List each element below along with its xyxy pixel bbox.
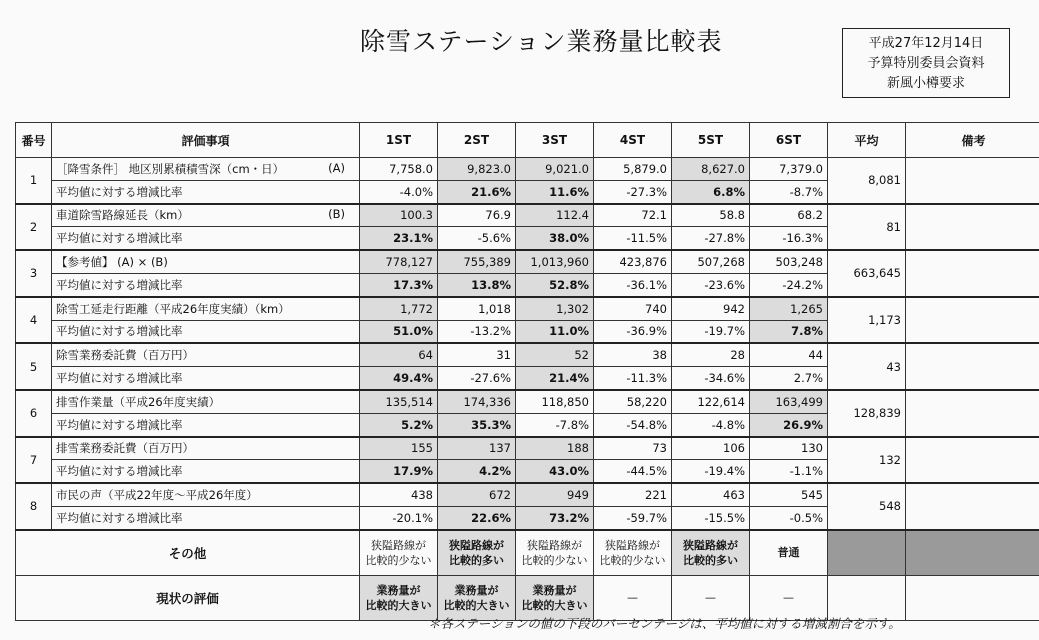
ratio-cell: 7.8% <box>750 320 828 343</box>
value-cell: 1,013,960 <box>516 250 594 273</box>
header-st1: 1ST <box>360 123 438 158</box>
value-cell: 949 <box>516 483 594 506</box>
value-cell: 221 <box>594 483 672 506</box>
other-average-cell <box>828 530 906 576</box>
value-cell: 130 <box>750 437 828 460</box>
other-row-cell <box>594 530 672 576</box>
cell-line: 狭隘路線が <box>527 538 582 552</box>
average-cell: 663,645 <box>828 250 906 297</box>
ratio-cell: 21.4% <box>516 367 594 390</box>
value-cell: 52 <box>516 343 594 366</box>
ratio-cell: -44.5% <box>594 460 672 483</box>
ratio-cell: 23.1% <box>360 227 438 250</box>
row-label-text: 排雪作業量（平成26年度実績） <box>56 394 221 409</box>
meta-line2: 予算特別委員会資料 <box>867 56 985 71</box>
value-cell: 58,220 <box>594 390 672 413</box>
header-item: 評価事項 <box>52 123 360 158</box>
cell-line: 比較的多い <box>683 553 738 567</box>
value-cell: 503,248 <box>750 250 828 273</box>
row-label-text: 除雪業務委託費（百万円） <box>56 348 194 363</box>
ratio-cell: 11.6% <box>516 180 594 203</box>
note-cell <box>906 297 1039 344</box>
ratio-label: 平均値に対する増減比率 <box>52 273 360 296</box>
table-row <box>16 250 1039 273</box>
other-row-cell <box>750 530 828 576</box>
row-number: 1 <box>16 158 52 204</box>
cell-line: 比較的多い <box>449 553 504 567</box>
ratio-label: 平均値に対する増減比率 <box>52 367 360 390</box>
average-cell: 8,081 <box>828 158 906 204</box>
ratio-label: 平均値に対する増減比率 <box>52 506 360 529</box>
average-cell: 1,173 <box>828 297 906 344</box>
cell-line: 狭隘路線が <box>605 538 660 552</box>
cell-line: 業務量が <box>532 583 577 597</box>
value-cell: 672 <box>438 483 516 506</box>
value-cell: 44 <box>750 343 828 366</box>
ratio-label: 平均値に対する増減比率 <box>52 460 360 483</box>
other-row-cell <box>438 530 516 576</box>
value-cell: 423,876 <box>594 250 672 273</box>
value-cell: 135,514 <box>360 390 438 413</box>
cell-line: 狭隘路線が <box>449 538 504 552</box>
cell-line: 比較的少ない <box>599 553 666 567</box>
row-number: 8 <box>16 483 52 530</box>
note-cell <box>906 204 1039 251</box>
cell-line: 比較的大きい <box>365 598 432 612</box>
cell-line: — <box>627 591 638 605</box>
ratio-cell: -5.6% <box>438 227 516 250</box>
table-row <box>16 390 1039 413</box>
note-cell <box>906 158 1039 204</box>
row-label-tag: (A) <box>328 160 345 175</box>
ratio-cell: 13.8% <box>438 273 516 296</box>
ratio-cell: -15.5% <box>672 506 750 529</box>
ratio-cell: 38.0% <box>516 227 594 250</box>
cell-line: 比較的大きい <box>443 598 510 612</box>
ratio-label: 平均値に対する増減比率 <box>52 227 360 250</box>
ratio-cell: 73.2% <box>516 506 594 529</box>
average-cell: 132 <box>828 437 906 484</box>
meta-line3: 新風小樽要求 <box>886 76 965 91</box>
header-st6: 6ST <box>750 123 828 158</box>
table-row <box>16 437 1039 460</box>
note-cell <box>906 390 1039 437</box>
value-cell: 9,823.0 <box>438 158 516 181</box>
value-cell: 545 <box>750 483 828 506</box>
ratio-cell: -23.6% <box>672 273 750 296</box>
header-note: 備考 <box>906 123 1039 158</box>
value-cell: 463 <box>672 483 750 506</box>
value-cell: 38 <box>594 343 672 366</box>
table-row <box>16 158 1039 181</box>
value-cell: 438 <box>360 483 438 506</box>
row-label-text: 【参考値】 (A) × (B) <box>56 255 168 270</box>
value-cell: 106 <box>672 437 750 460</box>
ratio-cell: 49.4% <box>360 367 438 390</box>
value-cell: 1,265 <box>750 297 828 320</box>
value-cell: 31 <box>438 343 516 366</box>
other-row-cell <box>672 530 750 576</box>
row-label <box>52 297 360 320</box>
average-cell: 43 <box>828 343 906 390</box>
ratio-cell: -20.1% <box>360 506 438 529</box>
table-row <box>16 204 1039 227</box>
ratio-cell: 35.3% <box>438 413 516 436</box>
ratio-cell: -24.2% <box>750 273 828 296</box>
cell-line: 業務量が <box>454 583 499 597</box>
value-cell: 740 <box>594 297 672 320</box>
value-cell: 163,499 <box>750 390 828 413</box>
value-cell: 1,772 <box>360 297 438 320</box>
ratio-cell: -36.1% <box>594 273 672 296</box>
value-cell: 7,379.0 <box>750 158 828 181</box>
value-cell: 137 <box>438 437 516 460</box>
cell-line: 狭隘路線が <box>683 538 738 552</box>
ratio-cell: -16.3% <box>750 227 828 250</box>
ratio-label: 平均値に対する増減比率 <box>52 413 360 436</box>
row-label <box>52 483 360 506</box>
row-label <box>52 390 360 413</box>
value-cell: 9,021.0 <box>516 158 594 181</box>
header-st5: 5ST <box>672 123 750 158</box>
other-row <box>16 530 1039 576</box>
row-label <box>52 250 360 273</box>
other-note-cell <box>906 530 1039 576</box>
ratio-cell: 17.9% <box>360 460 438 483</box>
value-cell: 68.2 <box>750 204 828 227</box>
ratio-cell: -0.5% <box>750 506 828 529</box>
cell-line: 業務量が <box>376 583 421 597</box>
row-label <box>52 437 360 460</box>
ratio-cell: -13.2% <box>438 320 516 343</box>
ratio-cell: 52.8% <box>516 273 594 296</box>
row-label <box>52 343 360 366</box>
value-cell: 755,389 <box>438 250 516 273</box>
ratio-cell: -34.6% <box>672 367 750 390</box>
ratio-cell: -27.3% <box>594 180 672 203</box>
ratio-cell: -59.7% <box>594 506 672 529</box>
other-row-cell <box>360 530 438 576</box>
ratio-cell: -27.8% <box>672 227 750 250</box>
ratio-cell: -36.9% <box>594 320 672 343</box>
ratio-cell: 5.2% <box>360 413 438 436</box>
ratio-cell: 21.6% <box>438 180 516 203</box>
value-cell: 72.1 <box>594 204 672 227</box>
ratio-cell: 6.8% <box>672 180 750 203</box>
row-label-text: 排雪業務委託費（百万円） <box>56 441 194 456</box>
value-cell: 174,336 <box>438 390 516 413</box>
row-number: 7 <box>16 437 52 484</box>
cell-line: — <box>705 591 716 605</box>
value-cell: 112.4 <box>516 204 594 227</box>
cell-line: 比較的少ない <box>521 553 588 567</box>
note-cell <box>906 483 1039 530</box>
header-st3: 3ST <box>516 123 594 158</box>
cell-line: 狭隘路線が <box>371 538 426 552</box>
row-number: 5 <box>16 343 52 390</box>
ratio-cell: -11.3% <box>594 367 672 390</box>
ratio-cell: -54.8% <box>594 413 672 436</box>
other-row-label: その他 <box>16 530 360 576</box>
row-label-text: 車道除雪路線延長（km） <box>56 208 189 223</box>
row-number: 3 <box>16 250 52 297</box>
ratio-cell: 11.0% <box>516 320 594 343</box>
value-cell: 122,614 <box>672 390 750 413</box>
row-label <box>52 204 360 227</box>
header-st4: 4ST <box>594 123 672 158</box>
table-row <box>16 483 1039 506</box>
cell-line: 普通 <box>777 546 800 560</box>
comparison-table <box>15 122 1039 621</box>
evaluation-row-cell <box>360 575 438 620</box>
footnote: ＊各ステーションの値の下段のパーセンテージは、平均値に対する増減割合を示す。 <box>428 616 901 631</box>
value-cell: 73 <box>594 437 672 460</box>
value-cell: 507,268 <box>672 250 750 273</box>
cell-line: 比較的大きい <box>521 598 588 612</box>
ratio-cell: -4.8% <box>672 413 750 436</box>
evaluation-note-cell <box>906 575 1039 620</box>
row-label <box>52 158 360 181</box>
row-number: 4 <box>16 297 52 344</box>
row-label-tag: (B) <box>328 207 345 222</box>
other-row-cell <box>516 530 594 576</box>
row-number: 2 <box>16 204 52 251</box>
value-cell: 1,302 <box>516 297 594 320</box>
row-number: 6 <box>16 390 52 437</box>
value-cell: 942 <box>672 297 750 320</box>
note-cell <box>906 343 1039 390</box>
value-cell: 778,127 <box>360 250 438 273</box>
ratio-cell: -19.7% <box>672 320 750 343</box>
cell-line: 比較的少ない <box>365 553 432 567</box>
note-cell <box>906 437 1039 484</box>
header-st2: 2ST <box>438 123 516 158</box>
row-label-text: ［降雪条件］ 地区別累積積雪深（cm・日） <box>56 161 285 176</box>
ratio-label: 平均値に対する増減比率 <box>52 320 360 343</box>
value-cell: 8,627.0 <box>672 158 750 181</box>
header-row <box>16 123 1039 158</box>
note-cell <box>906 250 1039 297</box>
ratio-cell: -8.7% <box>750 180 828 203</box>
ratio-cell: 43.0% <box>516 460 594 483</box>
ratio-label: 平均値に対する増減比率 <box>52 180 360 203</box>
ratio-cell: 17.3% <box>360 273 438 296</box>
ratio-cell: -1.1% <box>750 460 828 483</box>
row-label-text: 市民の声（平成22年度～平成26年度） <box>56 488 258 503</box>
header-avg: 平均 <box>828 123 906 158</box>
ratio-cell: -11.5% <box>594 227 672 250</box>
ratio-cell: -27.6% <box>438 367 516 390</box>
average-cell: 128,839 <box>828 390 906 437</box>
average-cell: 81 <box>828 204 906 251</box>
value-cell: 155 <box>360 437 438 460</box>
value-cell: 7,758.0 <box>360 158 438 181</box>
value-cell: 76.9 <box>438 204 516 227</box>
value-cell: 100.3 <box>360 204 438 227</box>
cell-line: — <box>783 591 794 605</box>
value-cell: 64 <box>360 343 438 366</box>
ratio-cell: -4.0% <box>360 180 438 203</box>
meta-date: 平成27年12月14日 <box>868 36 984 51</box>
ratio-cell: 2.7% <box>750 367 828 390</box>
value-cell: 188 <box>516 437 594 460</box>
ratio-cell: -7.8% <box>516 413 594 436</box>
header-no: 番号 <box>16 123 52 158</box>
page-title: 除雪ステーション業務量比較表 <box>360 27 723 56</box>
table-row <box>16 343 1039 366</box>
evaluation-row-label: 現状の評価 <box>16 575 360 620</box>
ratio-cell: 22.6% <box>438 506 516 529</box>
value-cell: 28 <box>672 343 750 366</box>
value-cell: 1,018 <box>438 297 516 320</box>
ratio-cell: 26.9% <box>750 413 828 436</box>
value-cell: 118,850 <box>516 390 594 413</box>
meta-box <box>842 28 1010 98</box>
table-row <box>16 297 1039 320</box>
ratio-cell: -19.4% <box>672 460 750 483</box>
average-cell: 548 <box>828 483 906 530</box>
value-cell: 5,879.0 <box>594 158 672 181</box>
row-label-text: 除雪工延走行距離（平成26年度実績）（km） <box>56 301 290 316</box>
ratio-cell: 4.2% <box>438 460 516 483</box>
ratio-cell: 51.0% <box>360 320 438 343</box>
value-cell: 58.8 <box>672 204 750 227</box>
